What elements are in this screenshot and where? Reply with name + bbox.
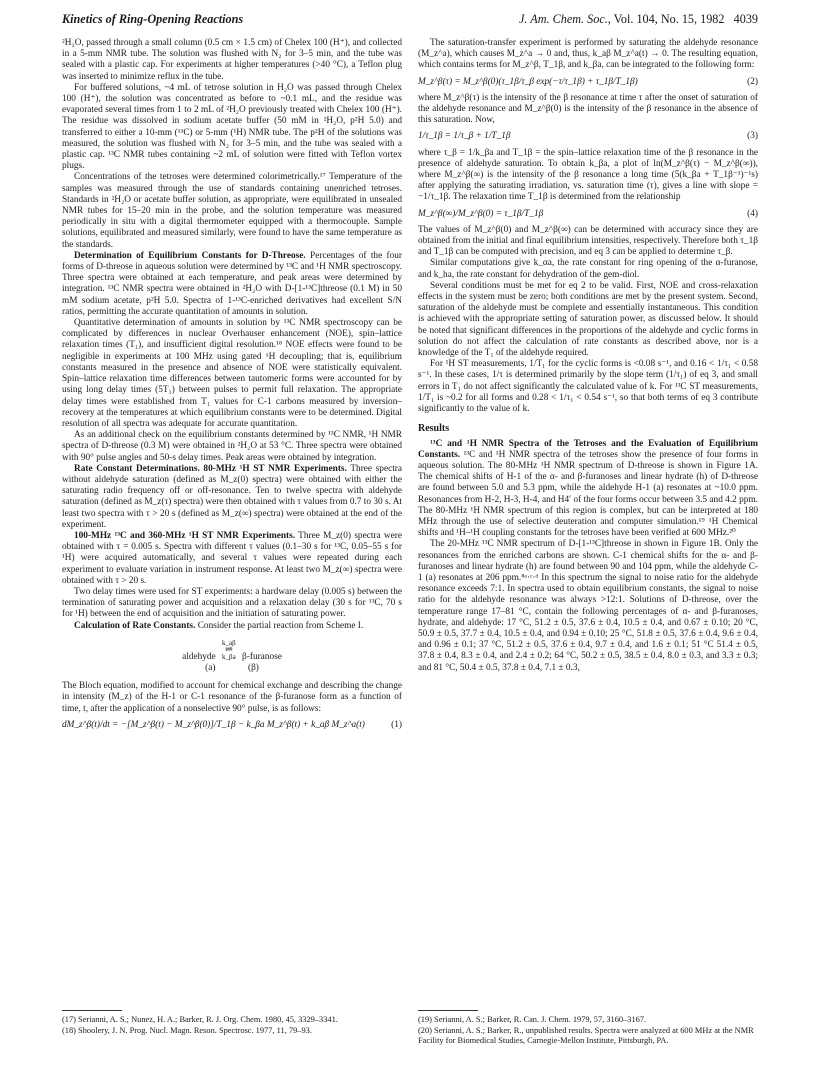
paragraph: ²H₂O, passed through a small column (0.5 cm × 1.5 cm) of Chelex 100 (H⁺), and collected in a 5-mm NMR tube. The solution was flushed with N₂ for 3–5 min, and the tube was sealed with a plastic cap. For experiments at higher temperatures (>40 °C), a Teflon plug was inserted to minimize reflux in the tube. [62, 38, 402, 82]
paragraph: As an additional check on the equilibrium constants determined by ¹³C NMR, ¹H NMR spectra of D-threose (0.3 M) were obtained in ²H₂O at 53 °C. Three spectra were obtained with 90° pulse angles and 50-s delay times. Peak areas were obtained by integration. [62, 430, 402, 463]
equilibrium-arrow-icon: k_aβ ⇌ k_βa [222, 638, 236, 661]
paragraph [62, 621, 402, 632]
paragraph-body: Percentages of the four forms of D-threose in aqueous solution were determined by ¹³C and ¹H NMR spectroscopy. Three spectra were obtained at each temperature, and peak areas were determined by integration. ¹³C NMR spectra were obtained in ²H₂O with D-[1-¹³C]threose (0.1 M) in 50 mM sodium acetate, p²H 5.0. Spectra of 1-¹³C-enriched derivatives had excellent S/N ratios, permitting the accurate quantitation of amounts in solution. [62, 250, 402, 317]
equation-3 [418, 131, 758, 142]
left-column [62, 38, 402, 736]
paragraph-body: ¹³C and ¹H NMR spectra of the tetroses show the presence of four forms in aqueous solution. The 80-MHz ¹H NMR spectrum of D-threose is shown in Figure 1A. The chemical shifts of H-1 of the α- and β-furanoses and linear hydrate (h) of D-threose are found between 5.0 and 5.3 ppm, while the aldehyde H-1 (a) resonates at ~10.0 ppm. Resonances from H-2, H-3, H-4, and H4′ of the four forms occur between 3.5 and 4.2 ppm. The 80-MHz ¹H NMR spectrum of this region is complex, but can be interpreted at 180 MHz through the use of selective deuteration and computer simulation.¹⁹ ¹H Chemical shifts and ¹H–¹H coupling constants for the tetroses have been verified at 600 MHz.²⁰ [418, 449, 758, 539]
paragraph: The 20-MHz ¹³C NMR spectrum of D-[1-¹³C]threose in shown in Figure 1B. Only the resonances from the enriched carbons are shown. C-1 chemical shifts for the α- and β-furanoses and linear hydrate (h) are found between 90 and 104 ppm, while the aldehyde C-1 (a) resonates at 206 ppm.⁸ᵃ·ᶜ·ᵈ In this spectrum the signal to noise ratio for the aldehyde resonance exceeds 7:1. In spectra used to obtain equilibrium constants, the signal to noise ratio for the aldehyde resonance was always >12:1. Solutions of D-threose, over the temperature range 17–81 °C, contain the following percentages of α- and β-furanoses, hydrate, and aldehyde: 17 °C, 51.2 ± 0.5, 37.6 ± 0.4, 10.5 ± 0.4, and 0.67 ± 0.10; 20 °C, 50.9 ± 0.5, 37.7 ± 0.4, 10.5 ± 0.4, and 0.94 ± 0.10; 25 °C, 51.8 ± 0.5, 37.6 ± 0.4, 9.6 ± 0.4, and 0.96 ± 0.1; 37 °C, 51.2 ± 0.5, 37.6 ± 0.4, 9.7 ± 0.4, and 1.6 ± 0.1; 51 °C 51.4 ± 0.5, 37.8 ± 0.4, 8.3 ± 0.4, and 2.4 ± 0.2; 64 °C, 50.2 ± 0.5, 38.5 ± 0.4, 8.0 ± 0.3, and 3.3 ± 0.3; and 81 °C, 50.4 ± 0.5, 37.8 ± 0.4, 7.1 ± 0.3, [418, 539, 758, 673]
volume-issue: Vol. 104, No. 15, 1982 [613, 12, 725, 26]
equation-number: (4) [747, 208, 758, 219]
paragraph [62, 251, 402, 318]
paragraph: Quantitative determination of amounts in solution by ¹³C NMR spectroscopy can be complicated by differences in nuclear Overhauser enhancement (NOE), spin–lattice relaxation times (T₁), and insufficient digital resolution.¹⁸ NOE effects were found to be negligible in experiments at 100 MHz using gated ¹H decoupling; that is, equilibrium constants measured in the presence and absence of NOE were statistically equivalent. Spin–lattice relaxation time differences between tautomeric forms were accounted for by using long delay times (5T₁) between pulses to permit full relaxation. The appropriate delay times were established from T₁ values for C-1 carbons measured by inversion–recovery at the temperatures at which equilibrium constants were to be determined. Digital resolution of all spectra was adequate for accurate quantitation. [62, 318, 402, 429]
journal-citation [519, 8, 758, 30]
section-heading-results: Results [418, 423, 450, 435]
running-header [62, 8, 758, 30]
paragraph-body: Three M_z(0) spectra were obtained with τ = 0.005 s. Spectra with different τ values (0.1–30 s for ¹³C, 0.05–55 s for ¹H) were acquired automatically, and several τ values were repeated during each experiment to evaluate variation in instrument response. At least two M_z(∞) spectra were obtained with τ > 20 s. [62, 530, 402, 586]
paragraph [62, 531, 402, 587]
footnote: (17) Serianni, A. S.; Nunez, H. A.; Barker, R. J. Org. Chem. 1980, 45, 3329–3341. [62, 1015, 338, 1024]
paragraph: Concentrations of the tetroses were determined colorimetrically.¹⁷ Temperature of the samples was measured through the use of standards containing unenriched tetroses. Standards in ²H₂O or acetate buffer solution, as appropriate, were equilibrated in unsealed NMR tubes for 15–20 min in the probe, and the solution temperature was measured periodically in situ with a digital thermometer equipped with a thermocouple. Sample solutions, equilibrated and measured similarly, were found to have the same temperature as the standards. [62, 172, 402, 250]
paragraph: Several conditions must be met for eq 2 to be valid. First, NOE and cross-relaxation effects in the system must be zero; both conditions are met by the present system. Second, saturation of the aldehyde must be complete and essentially instantaneous. This condition is achieved with the appropriate setting of saturation power, as discussed below. It should be noted that significant differences in the proportions of the aldehyde and cyclic forms in solution do not affect the calculation of rate constants as described above, nor is a knowledge of the T₁ of the aldehyde required. [418, 280, 758, 359]
equation-body: 1/τ_1β = 1/τ_β + 1/T_1β [418, 131, 511, 142]
equation-number: (3) [747, 131, 758, 142]
equation-body: M_z^β(τ) = M_z^β(0)(τ_1β/τ_β exp(−τ/τ_1β) + τ_1β/T_1β) [418, 76, 638, 87]
paragraph [418, 439, 758, 540]
footnotes-right [418, 1010, 758, 1048]
paragraph: The Bloch equation, modified to account for chemical exchange and describing the change in intensity (M_z) of the H-1 or C-1 resonance of the β-furanose form as a function of time, t, after the application of a nonselective 90° pulse, is as follows: [62, 681, 402, 714]
paragraph: The values of M_z^β(0) and M_z^β(∞) can be determined with accuracy since they are obtained from the initial and final equilibrium intensities, respectively. Therefore both τ_1β and T_1β can be computed with precision, and eq 3 can be applied to determine τ_β. [418, 224, 758, 258]
run-in-heading: Determination of Equilibrium Constants for D-Threose. [74, 250, 306, 261]
paragraph: where M_z^β(τ) is the intensity of the β resonance at time τ after the onset of saturation of the aldehyde resonance and M_z^β(0) is the intensity of the β resonance in the absence of this saturation. Now, [418, 92, 758, 126]
paragraph: The saturation-transfer experiment is performed by saturating the aldehyde resonance (M_z^a), which causes M_z^a → 0 and, thus, k_aβ M_z^a(t) → 0. The resulting equation, which contains terms for M_z^β, T_1β, and k_βa, can be integrated to the following form: [418, 38, 758, 71]
footnotes-left [62, 1010, 402, 1037]
run-in-heading: 100-MHz ¹³C and 360-MHz ¹H ST NMR Experiments. [74, 530, 296, 541]
right-column [418, 38, 758, 674]
equation-number: (2) [747, 76, 758, 87]
equation-number: (1) [391, 719, 402, 730]
equation-4 [418, 209, 758, 220]
page-number: 4039 [733, 12, 758, 26]
footnote: (20) Serianni, A. S.; Barker, R., unpublished results. Spectra were analyzed at 600 MHz at the NMR Facility for Biomedical Studies, Carnegie-Mellon Institute, Pittsburgh, PA. [418, 1026, 754, 1046]
scheme-product-label: (β) [247, 662, 259, 673]
reaction-scheme [62, 639, 402, 674]
paragraph-body: Consider the partial reaction from Scheme I. [195, 620, 364, 631]
paragraph [62, 464, 402, 531]
scheme-product: β-furanose [242, 651, 282, 662]
equation-body: M_z^β(∞)/M_z^β(0) = τ_1β/T_1β [418, 208, 544, 219]
run-in-heading: Rate Constant Determinations. 80-MHz ¹H ST NMR Experiments. [74, 463, 347, 474]
paragraph: Two delay times were used for ST experiments: a hardware delay (0.005 s) between the termination of saturating power and acquisition and a relaxation delay (30 s for ¹³C, 70 s for ¹H) between the end of acquisition and the initiation of saturating power. [62, 586, 402, 620]
run-in-heading: ¹³C and ¹H NMR Spectra of the Tetroses and the Evaluation of Equilibrium Constants. [418, 438, 758, 460]
paragraph: Similar computations give k_αa, the rate constant for ring opening of the α-furanose, and k_ha, the rate constant for dehydration of the gem-diol. [418, 258, 758, 280]
footnote-divider [62, 1010, 122, 1011]
scheme-reactant: aldehyde [182, 651, 216, 662]
equation-1 [62, 720, 402, 731]
footnote: (18) Shoolery, J. N. Prog. Nucl. Magn. Reson. Spectrosc. 1977, 11, 79–93. [62, 1026, 312, 1036]
running-title: Kinetics of Ring-Opening Reactions [62, 12, 244, 26]
paragraph-body: Three spectra without aldehyde saturation (defined as M_z(0) spectra) were obtained with either the saturating radio frequency off or off-resonance. Ten to twelve spectra with aldehyde saturation (defined as M_z(τ) spectra) were then obtained with τ values from 0.7 to 30 s. At least two spectra with τ > 20 s (defined as M_z(∞) spectra) were obtained at the end of the experiment. [62, 463, 403, 530]
run-in-heading: Calculation of Rate Constants. [74, 620, 196, 631]
journal-name: J. Am. Chem. Soc., [518, 12, 611, 26]
footnote: (19) Serianni, A. S.; Barker, R. Can. J. Chem. 1979, 57, 3160–3167. [418, 1015, 647, 1024]
paragraph: For ¹H ST measurements, 1/T₁ for the cyclic forms is <0.08 s⁻¹, and 0.16 < 1/τ₁ < 0.58 s⁻¹. In these cases, 1/τ is determined primarily by the slope term (1/τ₁) of eq 3, and small errors in T₁ do not affect significantly the calculated value of k. For ¹³C ST measurements, 1/T₁ is ~0.2 for all forms and 0.28 < 1/τ₁ < 0.54 s⁻¹, so that both terms of eq 3 contribute significantly to the value of k. [418, 359, 758, 415]
paragraph: where τ_β = 1/k_βa and T_1β = the spin–lattice relaxation time of the β resonance in the presence of aldehyde saturation. To obtain k_βa, a plot of ln(M_z^β(τ) − M_z^β(∞)), where M_z^β(∞) is the intensity of the β resonance a long time (5(k_βa + T_1β⁻¹)⁻¹s) after applying the saturating irradiation, vs. saturation time (τ), gives a line with slope = −1/τ_1β. The relaxation time T_1β is determined from the relationship [418, 147, 758, 203]
equation-2 [418, 77, 758, 88]
paragraph: For buffered solutions, ~4 mL of tetrose solution in H₂O was passed through Chelex 100 (H⁺), the solution was concentrated as before to ~0.1 mL, and the residue was evaporated several times from 1 to 2 mL of ²H₂O previously treated with Chelex 100 (H⁺). The residue was dissolved in sodium acetate buffer (50 mM in ²H₂O, p²H 5.0) and transferred to either a 10-mm (¹³C) or 5-mm (¹H) NMR tube. The p²H of the solutions was measured, the solution was flushed with N₂ for 3–5 min, and the tube was sealed with a plastic cap. ¹³C NMR tubes containing ~2 mL of solution were fitted with Teflon vortex plugs. [62, 82, 402, 172]
rate-constant-forward: k_aβ [222, 638, 236, 647]
scheme-reactant-label: (a) [205, 662, 216, 673]
equation-body: dM_z^β(t)/dt = −[M_z^β(t) − M_z^β(0)]/T_1β − k_βa M_z^β(t) + k_aβ M_z^a(t) [62, 719, 365, 730]
footnote-divider [418, 1010, 478, 1011]
rate-constant-reverse: k_βa [222, 652, 236, 661]
